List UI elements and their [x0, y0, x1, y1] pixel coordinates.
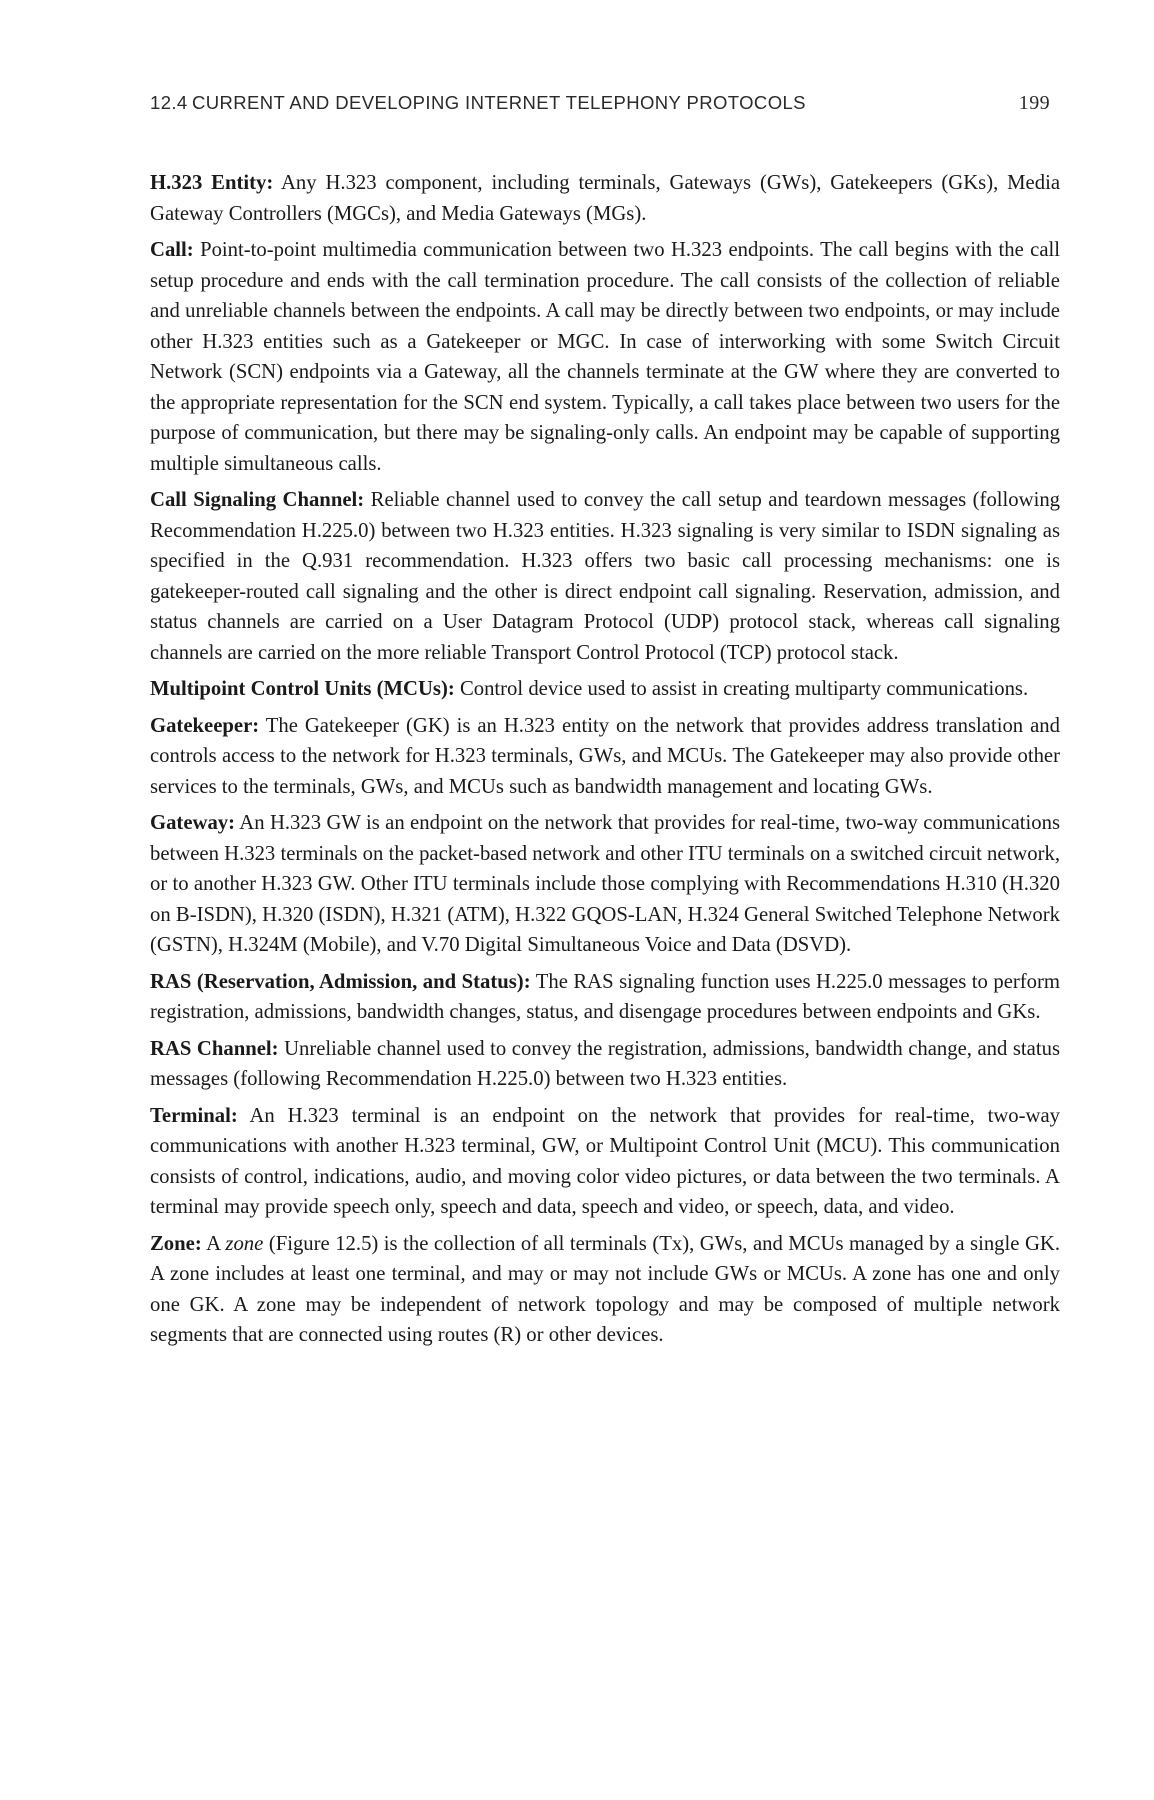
glossary-entry-ras-channel — [150, 1034, 1060, 1095]
glossary-definition-lead: A — [206, 1232, 220, 1255]
glossary-definition: Any H.323 component, including terminals, Gateways (GWs), Gatekeepers (GKs), Media Gateway Controllers (MGCs), and Media Gateways (MGs). — [150, 172, 1060, 225]
glossary-term: Call: — [150, 239, 194, 261]
glossary-entry-mcu — [150, 674, 1060, 705]
glossary-entry-call — [150, 235, 1060, 479]
glossary-entry-ras — [150, 967, 1060, 1028]
glossary-term: Call Signaling Channel: — [150, 489, 365, 511]
glossary-term: Zone: — [150, 1232, 202, 1255]
glossary-entry-terminal — [150, 1101, 1060, 1223]
glossary-definition: (Figure 12.5) is the collection of all terminals (Tx), GWs, and MCUs managed by a single GK. A zone includes at least one terminal, and may or may not include GWs or MCUs. A zone has one and only one GK. A zone may be independent of network topology and may be composed of multiple network segments that are connected using routes (R) or other devices. — [150, 1232, 1060, 1346]
glossary-definition: Point-to-point multimedia communication between two H.323 endpoints. The call begins with the call setup procedure and ends with the call termination procedure. The call consists of the collection of reliable and unreliable channels between the endpoints. A call may be directly between two endpoints, or may include other H.323 entities such as a Gatekeeper or MGC. In case of interworking with some Switch Circuit Network (SCN) endpoints via a Gateway, all the channels terminate at the GW where they are converted to the appropriate representation for the SCN end system. Typically, a call takes place between two users for the purpose of communication, but there may be signaling-only calls. An endpoint may be capable of supporting multiple simultaneous calls. — [150, 239, 1060, 475]
glossary-definition: Control device used to assist in creating multiparty communications. — [459, 678, 1029, 700]
page-number: 199 — [1018, 92, 1050, 114]
glossary-body — [150, 168, 1060, 1357]
section-title: CURRENT AND DEVELOPING INTERNET TELEPHONY PROTOCOLS — [192, 92, 806, 113]
glossary-entry-gatekeeper — [150, 711, 1060, 803]
glossary-term: Terminal: — [150, 1104, 238, 1127]
glossary-term: RAS (Reservation, Admission, and Status): — [150, 970, 531, 993]
glossary-entry-call-signaling-channel — [150, 485, 1060, 668]
glossary-definition: An H.323 terminal is an endpoint on the network that provides for real-time, two-way communications with another H.323 terminal, GW, or Multipoint Control Unit (MCU). This communication consists of control, indications, audio, and moving color video pictures, or data between the two terminals. A terminal may provide speech only, speech and data, speech and video, or speech, data, and video. — [150, 1104, 1061, 1218]
glossary-term: H.323 Entity: — [150, 172, 274, 194]
glossary-entry-h323-entity — [150, 168, 1060, 229]
glossary-definition: Reliable channel used to convey the call setup and teardown messages (following Recommendation H.225.0) between two H.323 entities. H.323 signaling is very similar to ISDN signaling as specified in the Q.931 recommendation. H.323 offers two basic call processing mechanisms: one is gatekeeper-routed call signaling and the other is direct endpoint call signaling. Reservation, admission, and status channels are carried on a User Datagram Protocol (UDP) protocol stack, whereas call signaling channels are carried on the more reliable Transport Control Protocol (TCP) protocol stack. — [150, 489, 1061, 664]
glossary-definition: Unreliable channel used to convey the registration, admissions, bandwidth change, and status messages (following Recommendation H.225.0) between two H.323 entities. — [150, 1037, 1061, 1090]
glossary-definition: The Gatekeeper (GK) is an H.323 entity on the network that provides address translation and controls access to the network for H.323 terminals, GWs, and MCUs. The Gatekeeper may also provide other services to the terminals, GWs, and MCUs such as bandwidth management and locating GWs. — [150, 714, 1060, 798]
section-number: 12.4 — [150, 92, 188, 113]
glossary-entry-zone — [150, 1229, 1060, 1351]
glossary-entry-gateway — [150, 808, 1060, 961]
glossary-term: RAS Channel: — [150, 1037, 279, 1060]
running-header — [150, 92, 1050, 122]
glossary-term: Multipoint Control Units (MCUs): — [150, 678, 455, 700]
glossary-term: Gateway: — [150, 812, 236, 834]
glossary-definition: An H.323 GW is an endpoint on the network that provides for real-time, two-way communications between H.323 terminals on the packet-based network and other ITU terminals on a switched circuit network, or to another H.323 GW. Other ITU terminals include those complying with Recommendations H.310 (H.320 on B-ISDN), H.320 (ISDN), H.321 (ATM), H.322 GQOS-LAN, H.324 General Switched Telephone Network (GSTN), H.324M (Mobile), and V.70 Digital Simultaneous Voice and Data (DSVD). — [150, 812, 1060, 956]
glossary-definition: The RAS signaling function uses H.225.0 messages to perform registration, admissions, bandwidth changes, status, and disengage procedures between endpoints and GKs. — [150, 970, 1060, 1023]
glossary-emphasis: zone — [225, 1232, 264, 1255]
glossary-term: Gatekeeper: — [150, 714, 260, 737]
